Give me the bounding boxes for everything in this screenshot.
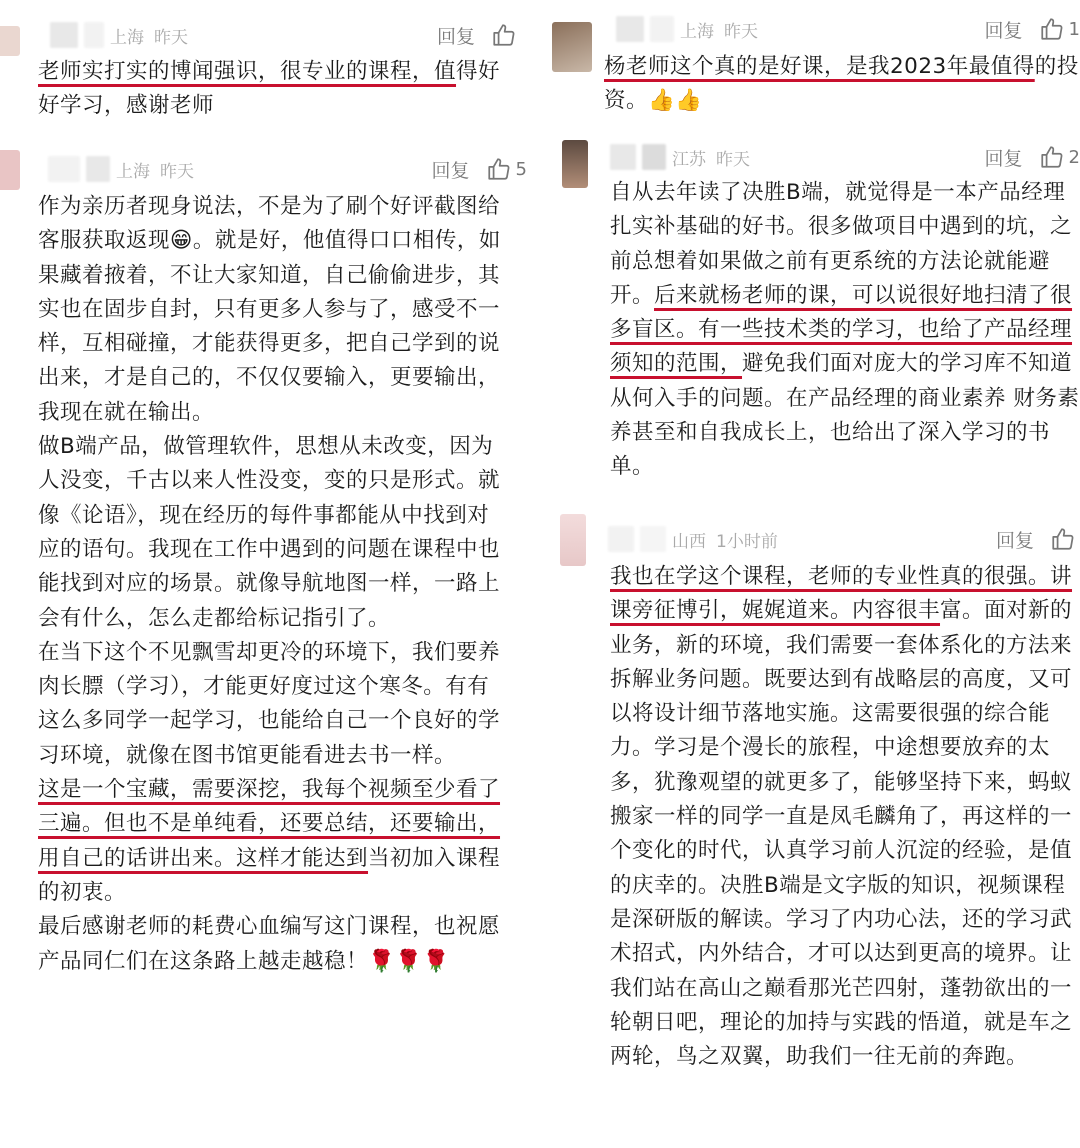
comment-meta	[50, 20, 521, 50]
avatar[interactable]	[552, 22, 592, 72]
avatar[interactable]	[0, 26, 20, 56]
comment-location: 上海	[680, 21, 714, 42]
comment-text-rest: 富。面对新的业务，新的环境，我们需要一套体系化的方法来拆解业务问题。既要达到有战略层的高度，又可以将设计细节落地实施。这需要很强的综合能力。学习是个漫长的旅程，中途想要放弃的太多，犹豫观望的就更多了，能够坚持下来，蚂蚁搬家一样的同学一直是凤毛麟角了，再这样的一个变化的时代，认真学习前人沉淀的经验，是值的庆幸的。决胜B端是文字版的知识，视频课程是深研版的解读。学习了内功心法，还的学习武术招式，内外结合，才可以达到更高的境界。让我们站在高山之巅看那光芒四射，蓬勃欲出的一轮朝日吧，理论的加持与实践的悟道，就是车之两轮，鸟之双翼，助我们一往无前的奔跑。	[610, 598, 1073, 1070]
reply-button[interactable]: 回复	[984, 147, 1023, 170]
underlined-highlight: 老师实打实的博闻强识，很专业的课程，值	[38, 59, 457, 84]
comment-text-rest: 当初加入课程的初衷。	[38, 845, 501, 905]
comment-location: 上海	[116, 161, 150, 182]
reply-button[interactable]: 回复	[984, 19, 1023, 42]
comment-text	[38, 190, 510, 979]
comment-time: 1小时前	[716, 531, 778, 552]
comment-location: 山西	[672, 531, 706, 552]
comment-text-rest: 避免我们面对庞大的学习库不知道从何入手的问题。在产品经理的商业素养 财务素养甚至和自我成长上，也给出了深入学习的书单。	[610, 351, 1080, 480]
thumbs-up-icon	[486, 156, 512, 182]
comment-paragraph: 做B端产品，做管理软件，思想从未改变，因为人没变，千古以来人性没变，变的只是形式。就像《论语》，现在经历的每件事都能从中找到对应的语句。我现在工作中遇到的问题在课程中也能找到对应的场景。就像导航地图一样，一路上会有什么，怎么走都给标记指引了。	[38, 434, 501, 631]
blurred-username	[84, 22, 104, 48]
comment-text	[38, 55, 508, 124]
thumbs-up-icon	[1050, 526, 1076, 552]
blurred-username	[610, 144, 636, 170]
like-button[interactable]	[1039, 16, 1080, 42]
blurred-username	[50, 22, 78, 48]
comment-location: 上海	[110, 27, 144, 48]
underlined-highlight: 我也在学这个课程，老师的专业性真的很强。讲课旁征博引，娓娓道来。内容很丰	[610, 564, 1073, 624]
comment-text	[604, 50, 1080, 119]
underlined-highlight: 杨老师这个真的是好课，是我2023年最值得	[604, 54, 1035, 79]
comment-text-rest: 的投资。👍👍	[604, 54, 1079, 114]
comment-time: 昨天	[724, 21, 758, 42]
like-button[interactable]	[1039, 144, 1080, 170]
blurred-username	[650, 16, 674, 42]
like-button[interactable]	[486, 156, 527, 182]
underlined-highlight: 这是一个宝藏，需要深挖，我每个视频至少看了三遍。但也不是单纯看，还要总结，还要输出，用自己的话讲出来。这样才能达到	[38, 777, 501, 871]
comment-paragraph: 最后感谢老师的耗费心血编写这门课程，也祝愿产品同仁们在这条路上越走越稳！🌹🌹🌹	[38, 914, 501, 974]
comment-text	[610, 176, 1080, 485]
comment-time: 昨天	[160, 161, 194, 182]
comment-time: 昨天	[716, 149, 750, 170]
comment-meta	[608, 524, 1080, 554]
reply-button[interactable]: 回复	[436, 25, 475, 48]
comment-paragraph: 在当下这个不见飘雪却更冷的环境下，我们要养肉长膘（学习），才能更好度过这个寒冬。有有这么多同学一起学习，也能给自己一个良好的学习环境，就像在图书馆更能看进去书一样。	[38, 639, 501, 768]
avatar[interactable]	[0, 150, 20, 190]
comment-time: 昨天	[154, 27, 188, 48]
comment-meta	[616, 14, 1080, 44]
like-button[interactable]	[491, 22, 521, 48]
comment-location: 江苏	[672, 149, 706, 170]
like-count: 5	[515, 158, 527, 180]
like-count: 2	[1068, 146, 1080, 168]
comment-text	[610, 560, 1080, 1074]
comment-text-rest: 得好好学习，感谢老师	[38, 59, 501, 119]
like-count: 1	[1068, 18, 1080, 40]
comment-paragraph: 作为亲历者现身说法，不是为了刷个好评截图给客服获取返现😁。就是好，他值得口口相传，如果藏着掖着，不让大家知道，自己偷偷进步，其实也在固步自封，只有更多人参与了，感受不一样，互相碰撞，才能获得更多，把自己学到的说出来，才是自己的，不仅仅要输入，更要输出，我现在就在输出。	[38, 194, 501, 425]
blurred-username	[642, 144, 666, 170]
blurred-username	[86, 156, 110, 182]
blurred-username	[48, 156, 80, 182]
blurred-username	[608, 526, 634, 552]
avatar[interactable]	[560, 514, 586, 566]
thumbs-up-icon	[1039, 144, 1065, 170]
underlined-highlight: 后来就杨老师的课，可以说很好地扫清了很多盲区。有一些技术类的学习，也给了产品经理须知的范围，	[610, 282, 1073, 377]
thumbs-up-icon	[491, 22, 517, 48]
thumbs-up-icon	[1039, 16, 1065, 42]
reply-button[interactable]: 回复	[431, 159, 470, 182]
blurred-username	[616, 16, 644, 42]
blurred-username	[640, 526, 666, 552]
like-button[interactable]	[1050, 526, 1080, 552]
comment-meta	[610, 142, 1080, 172]
avatar[interactable]	[562, 140, 588, 188]
comment-text-pre: 自从去年读了决胜B端，就觉得是一本产品经理扎实补基础的好书。很多做项目中遇到的坑，之前总想着如果做之前有更系统的方法论就能避开。	[610, 180, 1073, 308]
reply-button[interactable]: 回复	[995, 529, 1034, 552]
comment-meta	[48, 154, 527, 184]
